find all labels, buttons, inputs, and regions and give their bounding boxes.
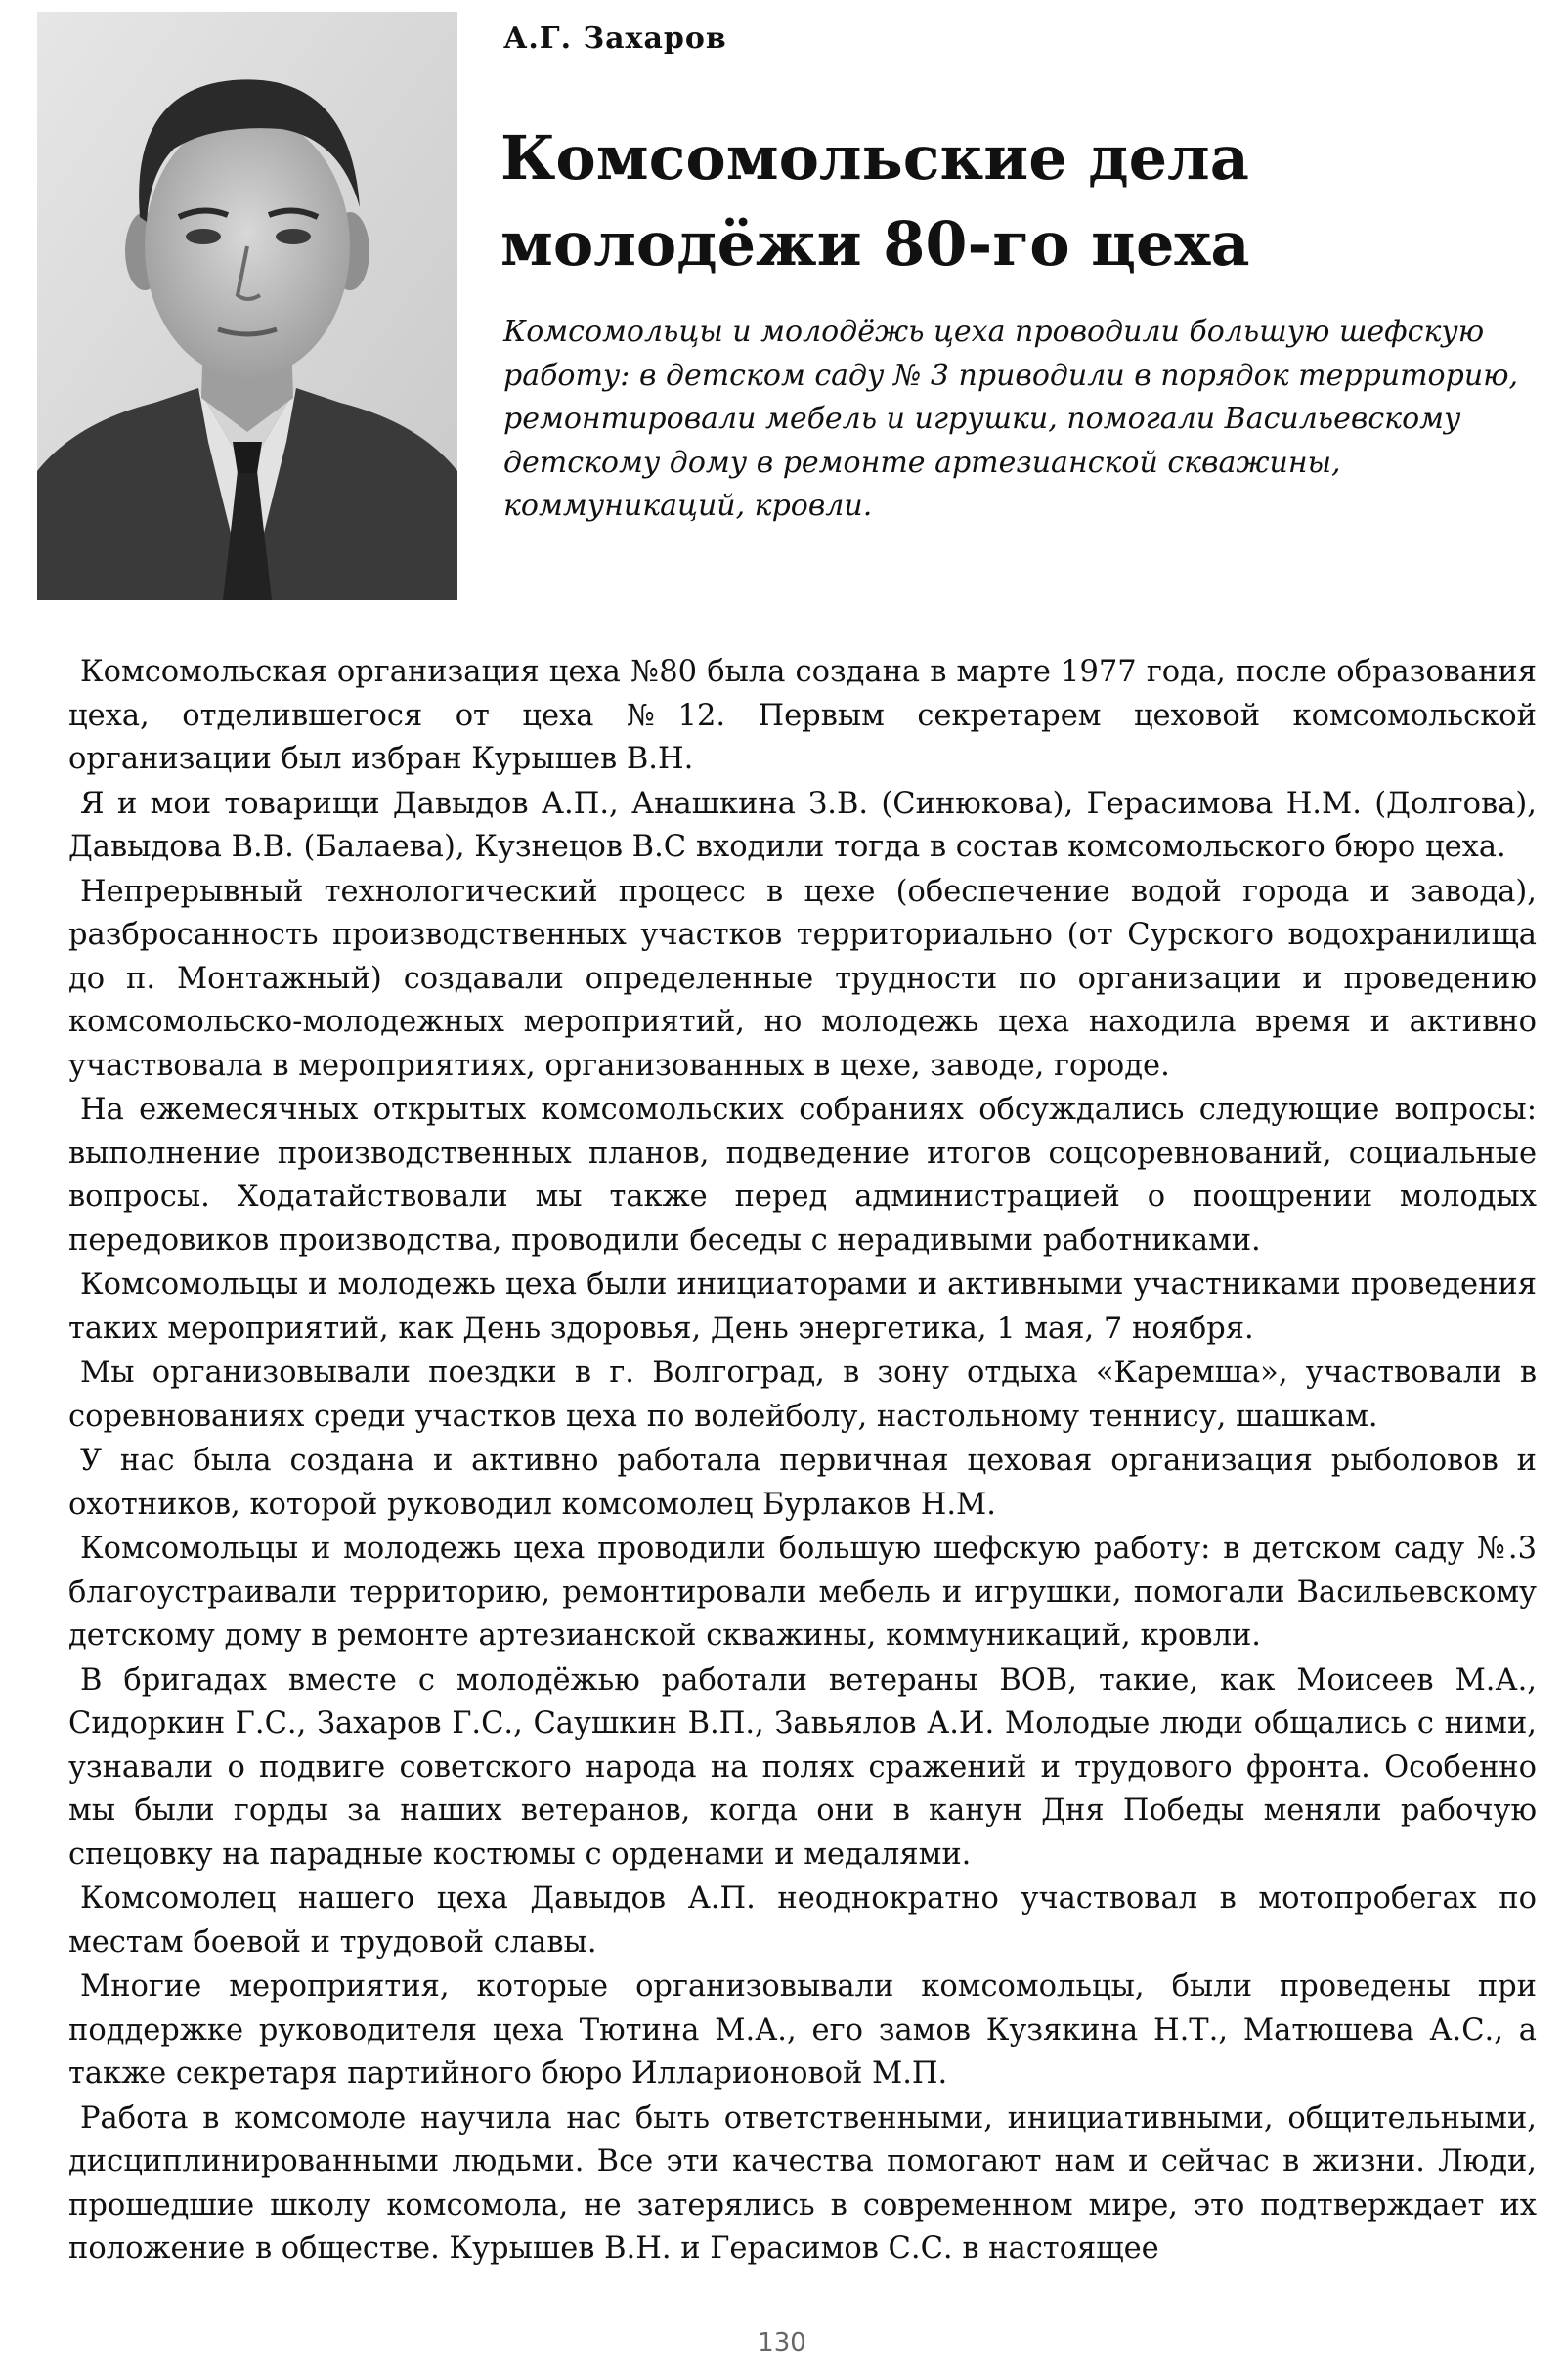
body-paragraph: У нас была создана и активно работала первичная цеховая организация рыболовов и охотников, которой руководил комсомолец Бурлаков Н.М. [68,1444,1537,1522]
article-lead: Комсомольцы и молодёжь цеха проводили большую шефскую работу: в детском саду № 3 приводили в порядок территорию, ремонтировали мебель и игрушки, помогали Васильевскому детскому дому в ремонте артезианской скважины, коммуникаций, кровли. [503,315,1519,523]
body-paragraph: Многие мероприятия, которые организовывали комсомольцы, были проведены при поддержке руководителя цеха Тютина М.А., его замов Кузякина Н.Т., Матюшева А.С., а также секретаря партийного бюро Илларионовой М.П. [68,1969,1537,2091]
page-number: 130 [758,2328,806,2358]
body-paragraph: На ежемесячных открытых комсомольских собраниях обсуждались следующие вопросы: выполнение производственных планов, подведение итогов соцсоревнований, социальные вопросы. Ходатайствовали мы также перед администрацией о поощрении молодых передовиков производства, проводили беседы с нерадивыми работниками. [68,1093,1537,1258]
body-paragraph: Непрерывный технологический процесс в цехе (обеспечение водой города и завода), разбросанность производственных участков территориально (от Сурского водохранилища до п. Монтажный) создавали определенные трудности по организации и проведению комсомольско-молодежных мероприятий, но молодежь цеха находила время и активно участвовала в мероприятиях, организованных в цехе, заводе, городе. [68,874,1537,1083]
author-portrait-photo [37,12,457,600]
article-title [500,115,1527,287]
body-paragraph: В бригадах вместе с молодёжью работали ветераны ВОВ, такие, как Моисеев М.А., Сидоркин Г.С., Захаров Г.С., Саушкин В.П., Завьялов А.И. Молодые люди общались с ними, узнавали о подвиге советского народа на полях сражений и трудового фронта. Особенно мы были горды за наших ветеранов, когда они в канун Дня Победы меняли рабочую спецовку на парадные костюмы с орденами и медалями. [68,1663,1537,1872]
body-paragraph: Я и мои товарищи Давыдов А.П., Анашкина З.В. (Синюкова), Герасимова Н.М. (Долгова), Давыдова В.В. (Балаева), Кузнецов В.С входили тогда в состав комсомольского бюро цеха. [68,786,1537,864]
body-paragraph: Комсомолец нашего цеха Давыдов А.П. неоднократно участвовал в мотопробегах по местам боевой и трудовой славы. [68,1882,1537,1960]
author-name: А.Г. Захаров [503,22,727,56]
body-paragraph: Комсомольцы и молодежь цеха были инициаторами и активными участниками проведения таких мероприятий, как День здоровья, День энергетика, 1 мая, 7 ноября. [68,1268,1537,1346]
body-paragraph: Комсомольцы и молодежь цеха проводили большую шефскую работу: в детском саду №.3 благоустраивали территорию, ремонтировали мебель и игрушки, помогали Васильевскому детскому дому в ремонте артезианской скважины, коммуникаций, кровли. [68,1532,1537,1653]
title-line-2: молодёжи 80-го цеха [500,208,1250,280]
body-paragraph: Мы организовывали поездки в г. Волгоград, в зону отдыха «Каремша», участвовали в соревнованиях среди участков цеха по волейболу, настольному теннису, шашкам. [68,1356,1537,1434]
body-paragraph: Комсомольская организация цеха №80 была создана в марте 1977 года, после образования цеха, отделившегося от цеха №12. Первым секретарем цеховой комсомольской организации был избран Курышев В.Н. [68,655,1537,776]
body-paragraph: Работа в комсомоле научила нас быть ответственными, инициативными, общительными, дисциплинированными людьми. Все эти качества помогают нам и сейчас в жизни. Люди, прошедшие школу комсомола, не затерялись в современном мире, это подтверждает их положение в обществе. Курышев В.Н. и Герасимов С.С. в настоящее [68,2100,1537,2266]
article-body [68,651,1537,2272]
title-line-1: Комсомольские дела [500,122,1249,194]
portrait-illustration [37,12,457,600]
